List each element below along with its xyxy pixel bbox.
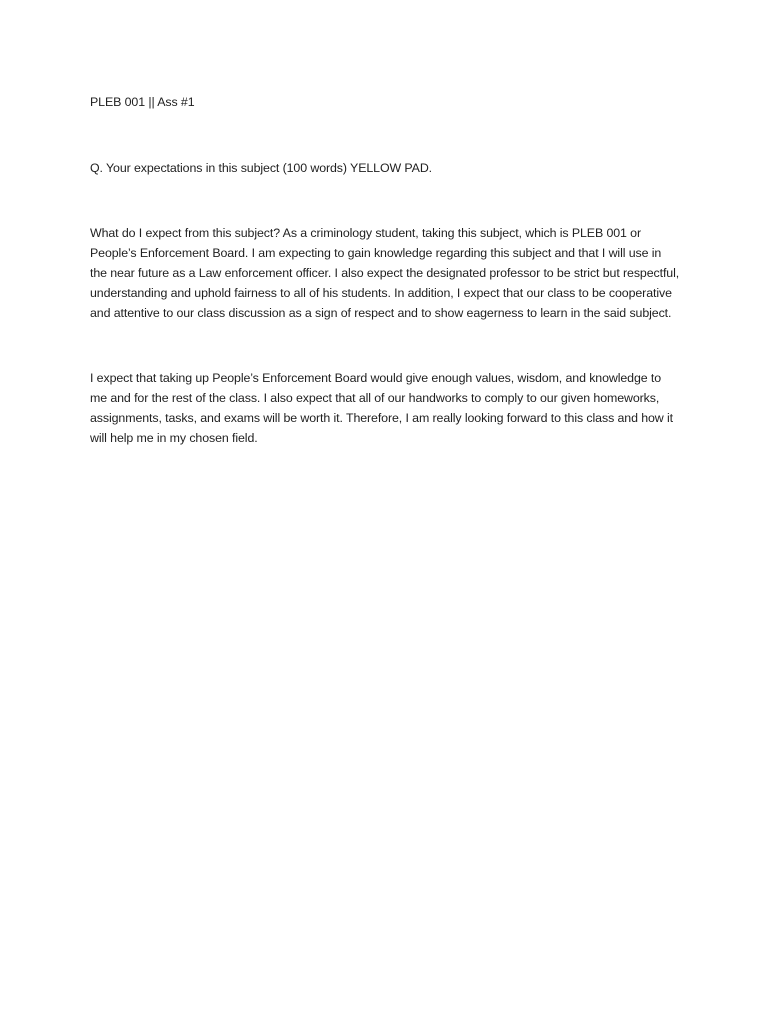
document-header: PLEB 001 || Ass #1 [90,95,195,109]
paragraph-2: I expect that taking up People’s Enforcement Board would give enough values, wisdom, and knowledge to me and for the rest of the class. I also expect that all of our handworks to comply to our given homeworks, assignments, tasks, and exams will be worth it. Therefore, I am really looking forward to this class and how it will help me in my chosen field. [90,371,673,445]
question-text: Q. Your expectations in this subject (100 words) YELLOW PAD. [90,161,433,175]
document-body [90,92,680,448]
paragraph-1: What do I expect from this subject? As a criminology student, taking this subject, which is PLEB 001 or People’s Enforcement Board. I am expecting to gain knowledge regarding this subject and that I will use in the near future as a Law enforcement officer. I also expect the designated professor to be strict but respectful, understanding and uphold fairness to all of his students. In addition, I expect that our class to be cooperative and attentive to our class discussion as a sign of respect and to show eagerness to learn in the said subject. [90,226,680,320]
